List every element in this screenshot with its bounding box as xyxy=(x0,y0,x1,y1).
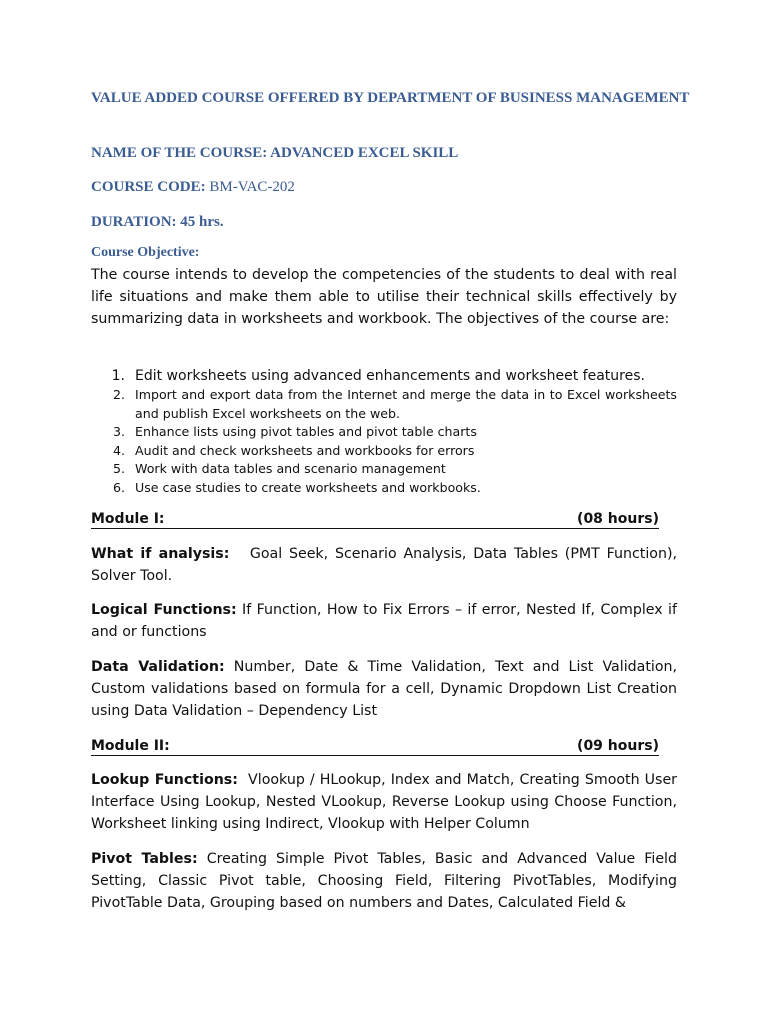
module-2-hours: (09 hours) xyxy=(577,738,659,754)
topic-text: Number, Date & Time Validation, Text and List Validation, Custom validations based on formula for a cell, Dynamic Dropdown List Creation using Data Validation – Dependency List xyxy=(91,659,678,719)
objective-text: Import and export data from the Internet and merge the data in to Excel worksheets and publish Excel worksheets on the web. xyxy=(135,387,677,421)
module-1-topic xyxy=(91,599,677,643)
objective-item xyxy=(91,386,677,423)
objectives-list xyxy=(91,366,677,497)
objective-number: 2. xyxy=(112,387,125,402)
topic-label: Pivot Tables: xyxy=(91,851,198,867)
topic-label: What if analysis: xyxy=(91,546,230,562)
module-1-hours: (08 hours) xyxy=(577,511,659,527)
course-code xyxy=(91,178,691,197)
objective-number: 5. xyxy=(112,461,125,476)
objective-number: 6. xyxy=(112,479,125,495)
department-heading xyxy=(91,89,691,108)
objective-item xyxy=(91,460,677,479)
topic-text: Goal Seek, Scenario Analysis, Data Tables (PMT Function), Solver Tool. xyxy=(91,546,677,584)
topic-label: Data Validation: xyxy=(91,659,225,675)
module-2-heading xyxy=(91,737,659,756)
course-duration-text: DURATION: 45 hrs. xyxy=(91,214,224,230)
objective-number: 1. xyxy=(111,368,125,384)
objective-item xyxy=(91,366,677,386)
module-2-topic xyxy=(91,769,677,835)
topic-label: Lookup Functions: xyxy=(91,772,238,788)
objective-item xyxy=(91,423,677,442)
objective-number: 4. xyxy=(112,442,125,458)
module-1-topic xyxy=(91,656,677,722)
topic-text: Vlookup / HLookup, Index and Match, Creating Smooth User Interface Using Lookup, Nested VLookup, Reverse Lookup using Choose Function, Worksheet linking using Indirect, Vlookup with Helper Column xyxy=(91,772,678,832)
objective-text: Audit and check worksheets and workbooks for errors xyxy=(135,442,475,458)
topic-text: Creating Simple Pivot Tables, Basic and Advanced Value Field Setting, Classic Pivot table, Choosing Field, Filtering PivotTables, Modifying PivotTable Data, Grouping based on numbers and Dates, Calculated Field & xyxy=(91,851,677,911)
objective-item xyxy=(91,442,677,461)
department-heading-text: VALUE ADDED COURSE OFFERED BY DEPARTMENT OF BUSINESS MANAGEMENT xyxy=(91,90,690,106)
objective-number: 3. xyxy=(112,424,125,439)
objective-intro: The course intends to develop the competencies of the students to deal with real life situations and make them able to utilise their technical skills effectively by summarizing data in worksheets and workbook. The objectives of the course are: xyxy=(91,267,677,327)
objective-label: Course Objective: xyxy=(91,245,200,260)
objective-text: Enhance lists using pivot tables and pivot table charts xyxy=(135,424,477,439)
module-1-title: Module I: xyxy=(91,511,165,527)
objective-item xyxy=(91,479,677,498)
topic-text: If Function, How to Fix Errors – if error, Nested If, Complex if and or functions xyxy=(91,602,677,640)
topic-label: Logical Functions: xyxy=(91,602,237,618)
module-2-topic xyxy=(91,848,677,914)
objective-text: Use case studies to create worksheets and workbooks. xyxy=(135,479,481,495)
objective-text: Edit worksheets using advanced enhancements and worksheet features. xyxy=(135,368,645,384)
course-code-label: COURSE CODE: xyxy=(91,179,206,195)
course-duration xyxy=(91,213,691,232)
course-name xyxy=(91,144,691,163)
course-name-text: NAME OF THE COURSE: ADVANCED EXCEL SKILL xyxy=(91,145,459,161)
module-1-heading xyxy=(91,510,659,529)
objective-text: Work with data tables and scenario management xyxy=(135,461,446,476)
module-2-title: Module II: xyxy=(91,738,170,754)
module-1-topic xyxy=(91,543,677,587)
course-code-value: BM-VAC-202 xyxy=(209,179,295,195)
